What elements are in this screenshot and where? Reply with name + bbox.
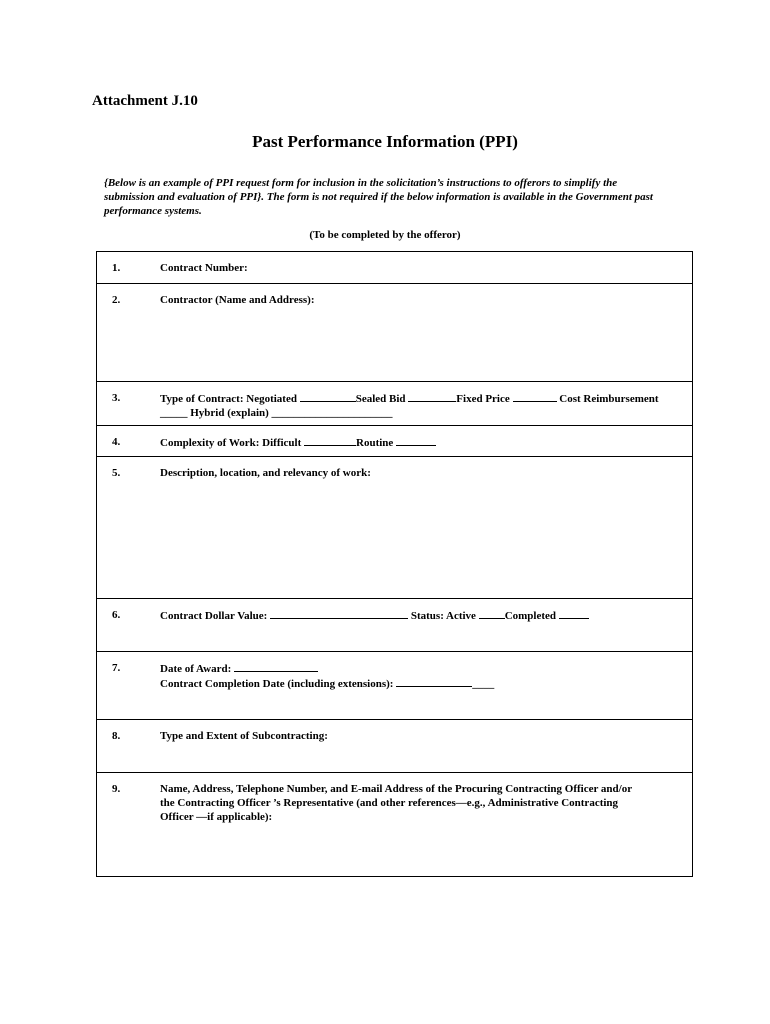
- ppi-form-table: [96, 251, 693, 877]
- item-number: 7.: [112, 662, 121, 674]
- form-row-2: [97, 284, 693, 382]
- routine-label: Routine: [356, 437, 394, 449]
- completion-date-label: Contract Completion Date (including extensions):: [160, 678, 394, 690]
- fixed-price-blank[interactable]: [513, 391, 557, 402]
- negotiated-blank[interactable]: [300, 391, 356, 402]
- form-row-8: [97, 720, 693, 773]
- completed-blank[interactable]: [559, 608, 589, 619]
- sealed-bid-blank[interactable]: [408, 391, 456, 402]
- completion-date-blank[interactable]: [396, 676, 472, 687]
- item-number: 8.: [112, 730, 121, 742]
- dollar-value-blank[interactable]: [270, 608, 408, 619]
- contractor-label: Contractor (Name and Address):: [160, 294, 315, 306]
- form-row-3: [97, 382, 693, 426]
- form-row-9: [97, 773, 693, 877]
- hybrid-label: Hybrid (explain): [190, 407, 269, 419]
- form-row-7: [97, 652, 693, 720]
- fixed-price-label: Fixed Price: [456, 393, 510, 405]
- dollar-value-label: Contract Dollar Value:: [160, 610, 268, 622]
- attachment-label: Attachment J.10: [92, 93, 198, 109]
- award-date-blank[interactable]: [234, 661, 318, 672]
- page-title: Past Performance Information (PPI): [252, 132, 518, 151]
- description-label: Description, location, and relevancy of work:: [160, 467, 371, 479]
- completed-label: Completed: [504, 610, 557, 622]
- item-number: 6.: [112, 609, 121, 621]
- item-number: 3.: [112, 392, 121, 404]
- dates-field: [160, 661, 692, 691]
- contract-number-label: Contract Number:: [160, 262, 248, 274]
- subcontracting-label: Type and Extent of Subcontracting:: [160, 730, 328, 742]
- difficult-label: Complexity of Work: Difficult: [160, 437, 302, 449]
- form-row-5: [97, 457, 693, 599]
- difficult-blank[interactable]: [304, 435, 356, 446]
- form-row-4: [97, 426, 693, 457]
- routine-blank[interactable]: [396, 435, 436, 446]
- item-number: 1.: [112, 262, 121, 274]
- form-row-6: [97, 599, 693, 652]
- hybrid-blank[interactable]: ______________________: [271, 407, 393, 419]
- item-number: 4.: [112, 436, 121, 448]
- complexity-field: [160, 435, 692, 450]
- completion-date-tail: ____: [472, 678, 495, 690]
- cost-reimbursement-blank[interactable]: _____: [160, 407, 188, 419]
- item-number: 2.: [112, 294, 121, 306]
- sealed-bid-label: Sealed Bid: [355, 393, 406, 405]
- cost-reimbursement-label: Cost Reimbursement: [559, 393, 659, 405]
- active-blank[interactable]: [479, 608, 505, 619]
- intro-paragraph: {Below is an example of PPI request form for inclusion in the solicitation’s instructions to offerors to simplify the submission and evaluation of PPI}. The form is not required if the below information is available in the Government past performance systems.: [104, 177, 653, 217]
- form-row-1: [97, 252, 693, 284]
- award-date-label: Date of Award:: [160, 663, 232, 675]
- dollar-value-field: [160, 608, 692, 623]
- item-number: 9.: [112, 783, 121, 795]
- contracting-officer-label: Name, Address, Telephone Number, and E-mail Address of the Procuring Contracting Officer and/or the Contracting Officer ’s Representative (and other references—e.g., Administrative Contracting Officer —if applicable):: [160, 783, 632, 823]
- instruction-note: (To be completed by the offeror): [309, 229, 461, 241]
- status-active-label: Status: Active: [410, 610, 476, 622]
- negotiated-label: Type of Contract: Negotiated: [160, 393, 297, 405]
- contract-type-field: [160, 391, 692, 420]
- item-number: 5.: [112, 467, 121, 479]
